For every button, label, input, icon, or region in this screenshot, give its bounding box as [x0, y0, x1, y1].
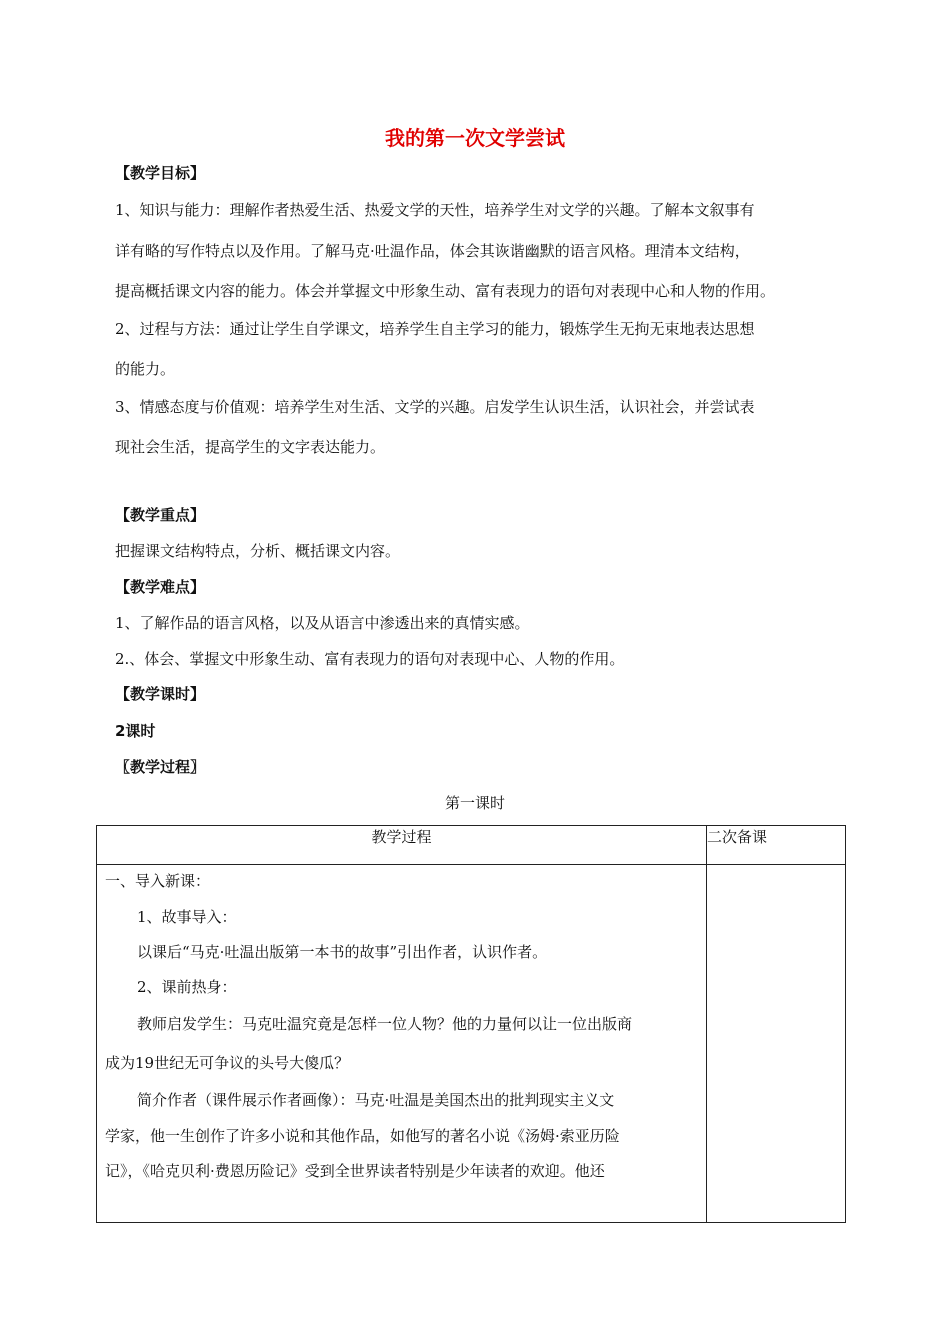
difficulties-heading: 【教学难点】 [115, 578, 206, 596]
class-hours-text: 2课时 [115, 722, 156, 740]
objectives-line: 详有略的写作特点以及作用。了解马克·吐温作品，体会其诙谐幽默的语言风格。理清本文结构， [115, 242, 750, 260]
process-line: 教师启发学生：马克吐温究竟是怎样一位人物？他的力量何以让一位出版商 [137, 1015, 633, 1033]
objectives-line: 提高概括课文内容的能力。体会并掌握文中形象生动、富有表现力的语句对表现中心和人物的作用。 [115, 282, 776, 300]
process-line: 以课后“马克·吐温出版第一本书的故事”引出作者，认识作者。 [137, 943, 548, 961]
table-header-notes: 二次备课 [707, 826, 846, 865]
lesson-table [96, 825, 846, 1223]
table-header-row [97, 826, 846, 865]
table-row [97, 865, 846, 1223]
process-heading: 〖教学过程〗 [115, 758, 206, 776]
process-line: 1、故事导入： [137, 908, 237, 926]
objectives-line: 现社会生活，提高学生的文字表达能力。 [115, 438, 386, 456]
class-hours-heading: 【教学课时】 [115, 685, 206, 703]
objectives-line: 3、情感态度与价值观：培养学生对生活、文学的兴趣。启发学生认识生活，认识社会，并尝试表 [115, 398, 755, 416]
objectives-heading: 【教学目标】 [115, 164, 206, 182]
objectives-line: 的能力。 [115, 360, 176, 378]
objectives-line: 2、过程与方法：通过让学生自学课文，培养学生自主学习的能力，锻炼学生无拘无束地表达思想 [115, 320, 755, 338]
lesson-label: 第一课时 [444, 794, 505, 812]
process-line: 2、课前热身： [137, 978, 237, 996]
objectives-line: 1、知识与能力：理解作者热爱生活、热爱文学的天性，培养学生对文学的兴趣。了解本文叙事有 [115, 201, 755, 219]
process-line: 记》，《哈克贝利·费恩历险记》受到全世界读者特别是少年读者的欢迎。他还 [105, 1162, 605, 1180]
key-points-heading: 【教学重点】 [115, 506, 206, 524]
process-line: 学家，他一生创作了许多小说和其他作品，如他写的著名小说《汤姆·索亚历险 [105, 1127, 620, 1145]
difficulties-line: 2.、体会、掌握文中形象生动、富有表现力的语句对表现中心、人物的作用。 [115, 650, 625, 668]
process-cell [97, 865, 707, 1223]
key-points-text: 把握课文结构特点，分析、概括课文内容。 [115, 542, 401, 560]
page-title: 我的第一次文学尝试 [385, 126, 565, 150]
table-header-process: 教学过程 [97, 826, 707, 865]
process-line: 成为19世纪无可争议的头号大傻瓜？ [105, 1054, 350, 1072]
process-line: 一、导入新课： [105, 872, 211, 890]
difficulties-line: 1、了解作品的语言风格，以及从语言中渗透出来的真情实感。 [115, 614, 530, 632]
notes-cell [707, 865, 846, 1223]
process-line: 简介作者（课件展示作者画像）：马克·吐温是美国杰出的批判现实主义文 [137, 1091, 615, 1109]
